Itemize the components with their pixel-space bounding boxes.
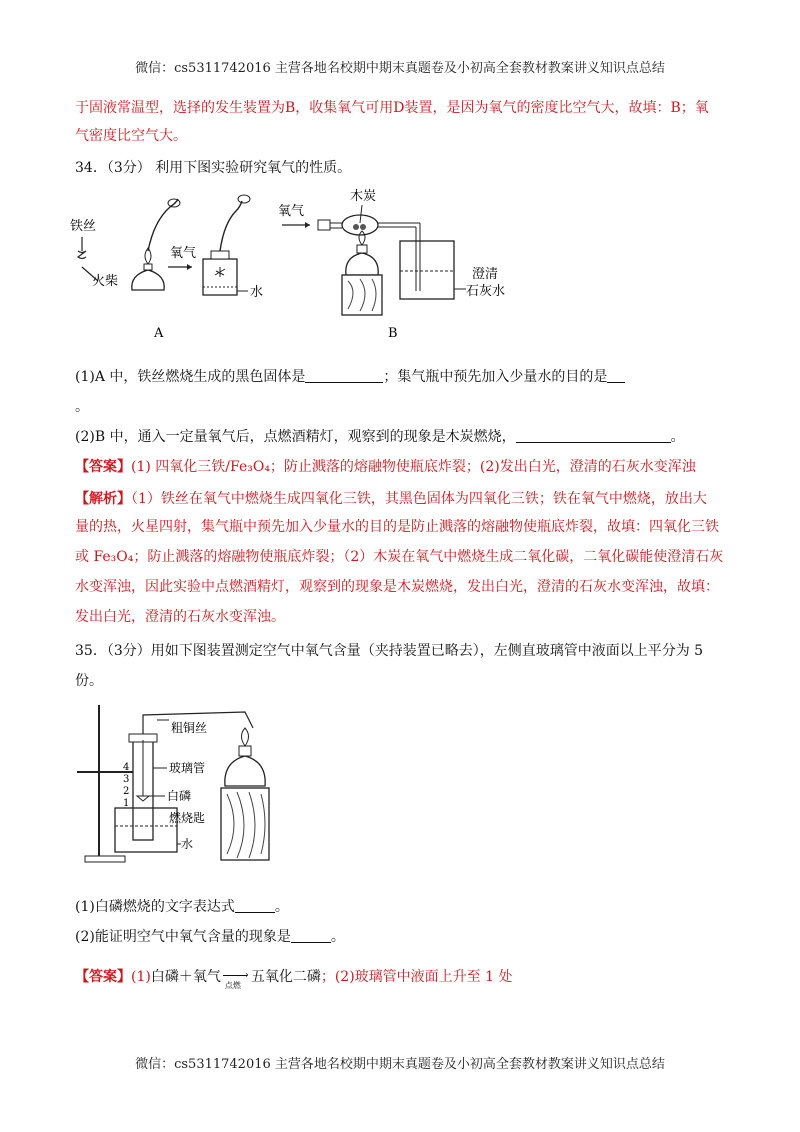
alcohol-lamp-a [132, 270, 164, 290]
fig-label-yangqi-b: 氧气 [278, 204, 305, 219]
word-equation-right: 五氧化二磷 [250, 969, 321, 985]
fig-label-a: A [154, 326, 164, 341]
fig-label-shui: 水 [181, 837, 194, 851]
answer-blank-5[interactable] [291, 927, 331, 943]
q34-analysis-line-4: 水变浑浊，因此实验中点燃酒精灯，观察到的现象是木炭燃烧，发出白光，澄清的石灰水变浑浊，故填： [75, 579, 719, 595]
fig-label-huochai: 火柴 [92, 274, 119, 289]
fig-label-b: B [388, 326, 398, 341]
alcohol-lamp-b [346, 253, 378, 275]
q35-figure [75, 700, 275, 870]
fig-label-chengqing: 澄清 [472, 267, 499, 282]
q35-stem-line-1: 35．（3分）用如下图装置测定空气中氧气含量（夹持装置已略去），左侧直玻璃管中液面以上平分为 5 [75, 643, 704, 659]
glass-tube-b [342, 215, 378, 235]
q34-analysis-line-3: 或 Fe₃O₄；防止溅落的熔融物使瓶底炸裂；（2）木炭在氧气中燃烧生成二氧化碳，二氧化碳能使澄清石灰 [75, 549, 724, 565]
tick-1: 1 [123, 798, 130, 809]
q35-stem-line-2: 份。 [75, 673, 103, 689]
prev-answer-line-2: 气密度比空气大。 [75, 128, 187, 144]
fig-label-bailin: 白磷 [167, 789, 192, 803]
answer-blank-2[interactable] [607, 367, 625, 383]
q34-analysis-line-5: 发出白光，澄清的石灰水变浑浊。 [75, 609, 285, 625]
q34-subq-2: (2)B 中，通入一定量氧气后，点燃酒精灯，观察到的现象是木炭燃烧， 。 [75, 429, 685, 445]
q34-answer: 【答案】(1) 四氧化三铁/Fe₃O₄；防止溅落的熔融物使瓶底炸裂；(2)发出白光，澄清的石灰水变浑浊 [75, 459, 696, 475]
q34-figure [70, 185, 530, 345]
q34-analysis-line-1: 【解析】（1）铁丝在氧气中燃烧生成四氧化三铁，其黑色固体为四氧化三铁；铁在氧气中燃烧，放出大 [75, 491, 707, 507]
fig-label-ranshaochi: 燃烧匙 [169, 811, 206, 825]
beaker-b [400, 241, 454, 299]
page-footer: 微信：cs5311742016 主营各地名校期中期末真题卷及小初高全套教材教案讲义知识点总结 [135, 1057, 665, 1072]
page-header: 微信：cs5311742016 主营各地名校期中期末真题卷及小初高全套教材教案讲义知识点总结 [135, 61, 665, 76]
word-equation-left: 白磷＋氧气 [150, 969, 221, 985]
q34-subq-1-end: 。 [75, 399, 89, 415]
reaction-arrow: › 点燃 [224, 970, 249, 990]
prev-answer-line-1: 于固液常温型，选择的发生装置为B，收集氧气可用D装置，是因为氧气的密度比空气大，故填：B；氧 [75, 100, 709, 116]
iron-wire-icon [78, 237, 86, 259]
fig-label-tiesi: 铁丝 [70, 219, 97, 234]
alcohol-lamp-35 [225, 756, 265, 786]
q34-stem: 34．（3分） 利用下图实验研究氧气的性质。 [75, 160, 352, 176]
fig-label-mutan: 木炭 [350, 189, 377, 204]
answer-blank-3[interactable] [516, 427, 671, 443]
q34-analysis-line-2: 量的热，火星四射，集气瓶中预先加入少量水的目的是防止溅落的熔融物使瓶底炸裂，故填：四氧化三铁 [75, 519, 719, 535]
q35-subq-1: (1)白磷燃烧的文字表达式 。 [75, 899, 289, 915]
tick-2: 2 [123, 786, 130, 797]
reaction-condition: 点燃 [224, 981, 241, 990]
fig-label-boliguan: 玻璃管 [169, 761, 206, 775]
q35-answer: 【答案】(1)白磷＋氧气 › 点燃 五氧化二磷；(2)玻璃管中液面上升至 1 处 [75, 969, 513, 990]
tick-3: 3 [123, 774, 130, 785]
answer-blank-4[interactable] [235, 897, 275, 913]
fig-label-shihuishui: 石灰水 [466, 284, 506, 299]
fig-label-yangqi-a: 氧气 [170, 246, 197, 261]
q35-subq-2: (2)能证明空气中氧气含量的现象是 。 [75, 929, 345, 945]
tick-4: 4 [123, 762, 130, 773]
fig-label-cutongsi: 粗铜丝 [171, 721, 208, 735]
q34-subq-1: (1)A 中，铁丝燃烧生成的黑色固体是 ；集气瓶中预先加入少量水的目的是 [75, 366, 725, 388]
fig-label-shui-a: 水 [250, 285, 264, 300]
answer-blank-1[interactable] [305, 367, 383, 383]
